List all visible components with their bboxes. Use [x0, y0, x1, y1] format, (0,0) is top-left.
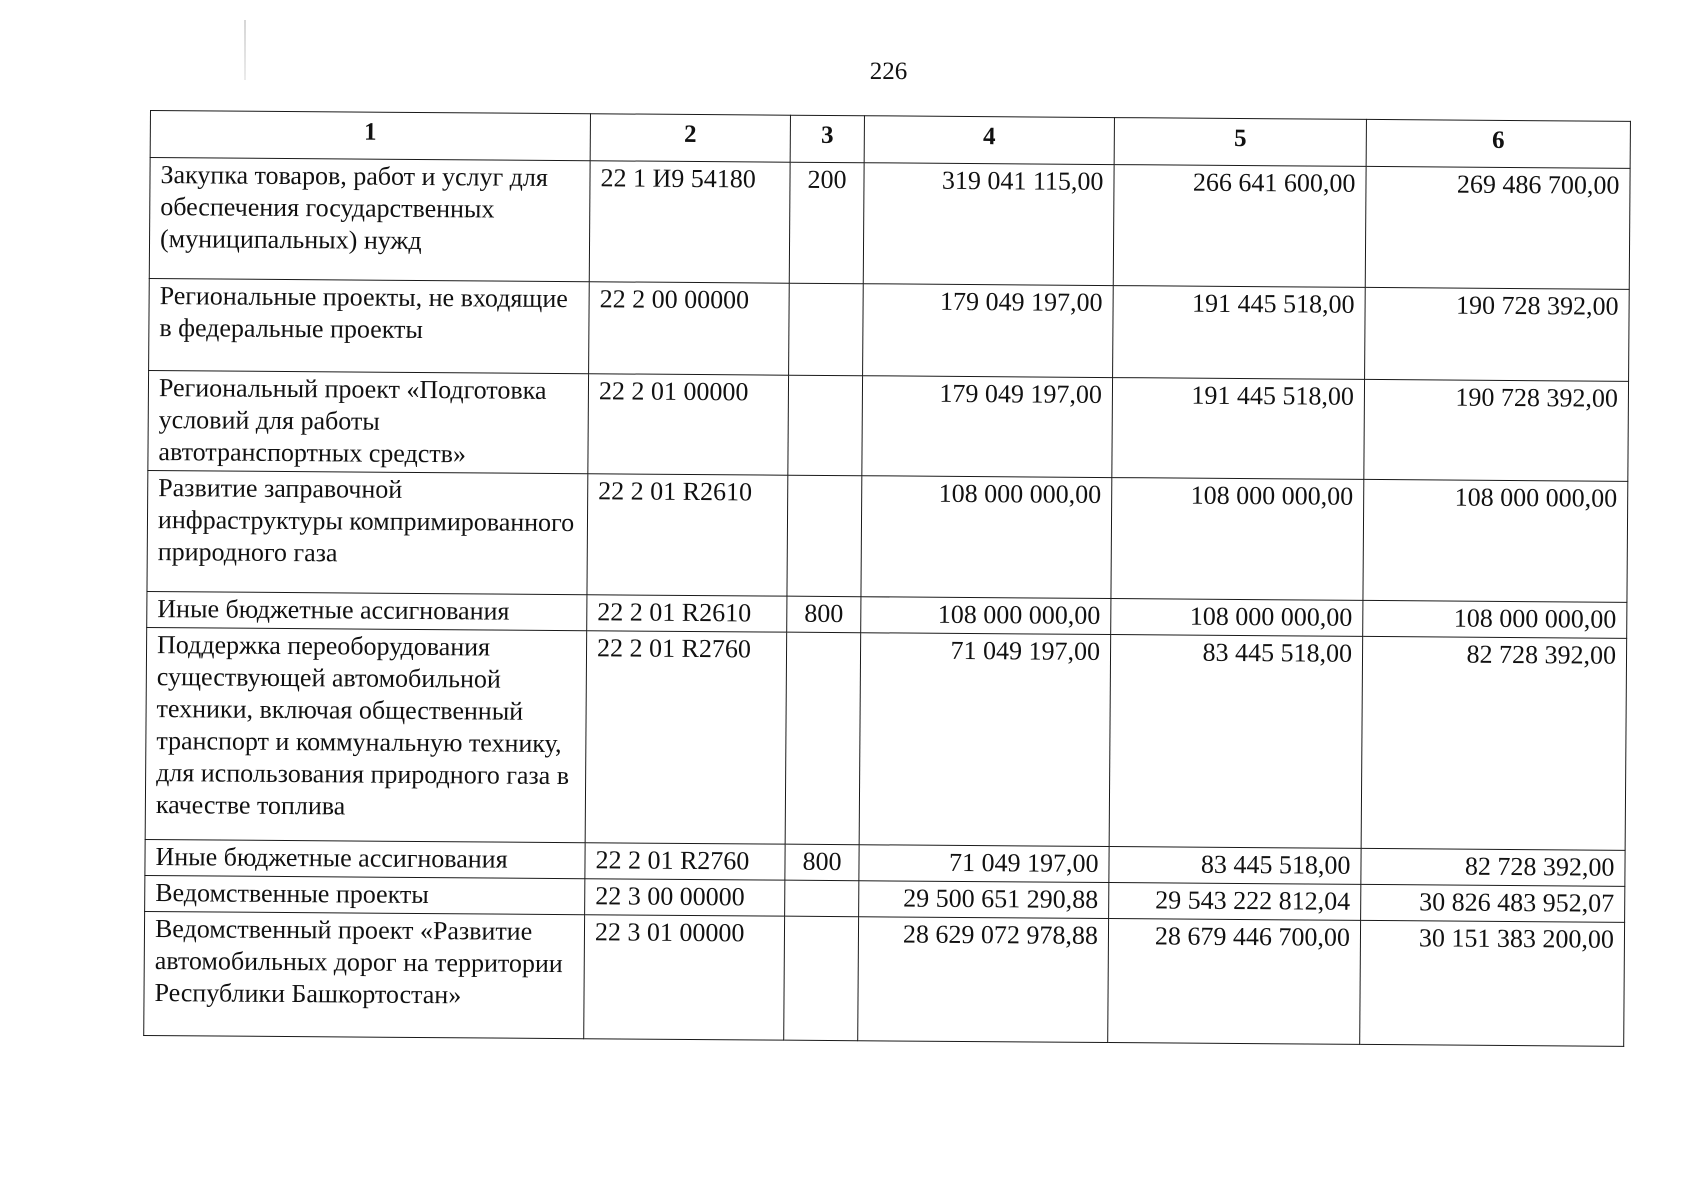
row-amount-1: 108 000 000,00: [861, 597, 1111, 635]
row-amount-3: 108 000 000,00: [1363, 600, 1627, 638]
row-expense-type: [787, 475, 862, 597]
row-amount-3: 108 000 000,00: [1363, 479, 1628, 602]
header-col-6: 6: [1366, 119, 1630, 168]
row-amount-3: 82 728 392,00: [1361, 636, 1627, 850]
table-row: [145, 627, 1627, 850]
table-row: [149, 158, 1630, 290]
row-amount-1: 71 049 197,00: [859, 633, 1111, 847]
row-name: Закупка товаров, работ и услуг для обеспечения государственных (муниципальных) нужд: [149, 158, 590, 282]
table-row: [147, 470, 1628, 602]
row-code: 22 3 01 00000: [584, 915, 785, 1040]
header-col-2: 2: [590, 114, 790, 162]
row-code: 22 2 01 00000: [588, 374, 789, 475]
row-name: Ведомственные проекты: [145, 875, 585, 914]
row-code: 22 2 01 R2760: [585, 631, 787, 844]
row-code: 22 3 00 00000: [585, 879, 785, 916]
row-expense-type: [788, 375, 863, 476]
row-amount-2: 108 000 000,00: [1111, 478, 1364, 601]
row-name: Региональный проект «Подготовка условий для работы автотранспортных средств»: [148, 370, 589, 473]
row-name: Поддержка переоборудования существующей автомобильной техники, включая общественный транспорт и коммунальную технику, для использования природного газа в качестве топлива: [145, 627, 587, 842]
row-amount-1: 179 049 197,00: [863, 284, 1114, 378]
budget-table: [143, 110, 1631, 1047]
header-col-3: 3: [790, 115, 864, 163]
row-name: Региональные проекты, не входящие в федеральные проекты: [149, 278, 590, 373]
table-row: [149, 278, 1630, 381]
row-amount-3: 30 826 483 952,07: [1361, 884, 1625, 922]
row-amount-3: 269 486 700,00: [1365, 166, 1630, 289]
row-amount-2: 108 000 000,00: [1111, 599, 1363, 637]
header-col-4: 4: [864, 116, 1114, 165]
table-body: [144, 158, 1630, 1047]
table-row: [148, 370, 1629, 481]
row-code: 22 2 01 R2610: [587, 595, 787, 632]
row-expense-type: [785, 880, 859, 917]
page-number: 226: [869, 58, 908, 85]
row-amount-1: 319 041 115,00: [863, 163, 1114, 286]
row-code: 22 2 01 R2760: [585, 843, 785, 880]
row-name: Развитие заправочной инфраструктуры компримированного природного газа: [147, 470, 588, 594]
header-col-5: 5: [1114, 118, 1366, 167]
row-amount-3: 190 728 392,00: [1365, 287, 1630, 381]
row-amount-2: 83 445 518,00: [1109, 847, 1361, 885]
row-amount-3: 82 728 392,00: [1361, 848, 1625, 886]
row-amount-2: 191 445 518,00: [1113, 286, 1366, 380]
row-code: 22 2 01 R2610: [587, 474, 788, 596]
header-col-1: 1: [150, 111, 590, 161]
row-amount-1: 29 500 651 290,88: [859, 881, 1109, 919]
row-amount-2: 83 445 518,00: [1109, 635, 1363, 849]
row-amount-1: 179 049 197,00: [862, 376, 1113, 478]
row-name: Ведомственный проект «Развитие автомобильных дорог на территории Республики Башкортостан»: [144, 911, 585, 1038]
table-row: [144, 911, 1625, 1046]
row-expense-type: [785, 632, 861, 845]
row-code: 22 2 00 00000: [589, 282, 790, 375]
row-code: 22 1 И9 54180: [589, 161, 790, 283]
row-expense-type: 200: [789, 162, 864, 284]
row-name: Иные бюджетные ассигнования: [145, 839, 585, 878]
row-name: Иные бюджетные ассигнования: [147, 591, 587, 630]
row-amount-2: 191 445 518,00: [1112, 378, 1365, 480]
row-expense-type: 800: [787, 596, 861, 633]
row-amount-2: 29 543 222 812,04: [1109, 883, 1361, 921]
budget-table-container: [143, 110, 1630, 1047]
row-amount-3: 190 728 392,00: [1364, 379, 1629, 481]
row-amount-1: 28 629 072 978,88: [858, 917, 1109, 1043]
row-amount-1: 108 000 000,00: [861, 476, 1112, 599]
row-amount-2: 266 641 600,00: [1113, 165, 1366, 288]
row-expense-type: [789, 283, 864, 376]
row-expense-type: [784, 916, 859, 1041]
row-amount-3: 30 151 383 200,00: [1360, 920, 1625, 1046]
row-amount-1: 71 049 197,00: [859, 845, 1109, 883]
row-amount-2: 28 679 446 700,00: [1108, 919, 1361, 1045]
row-expense-type: 800: [785, 844, 859, 881]
